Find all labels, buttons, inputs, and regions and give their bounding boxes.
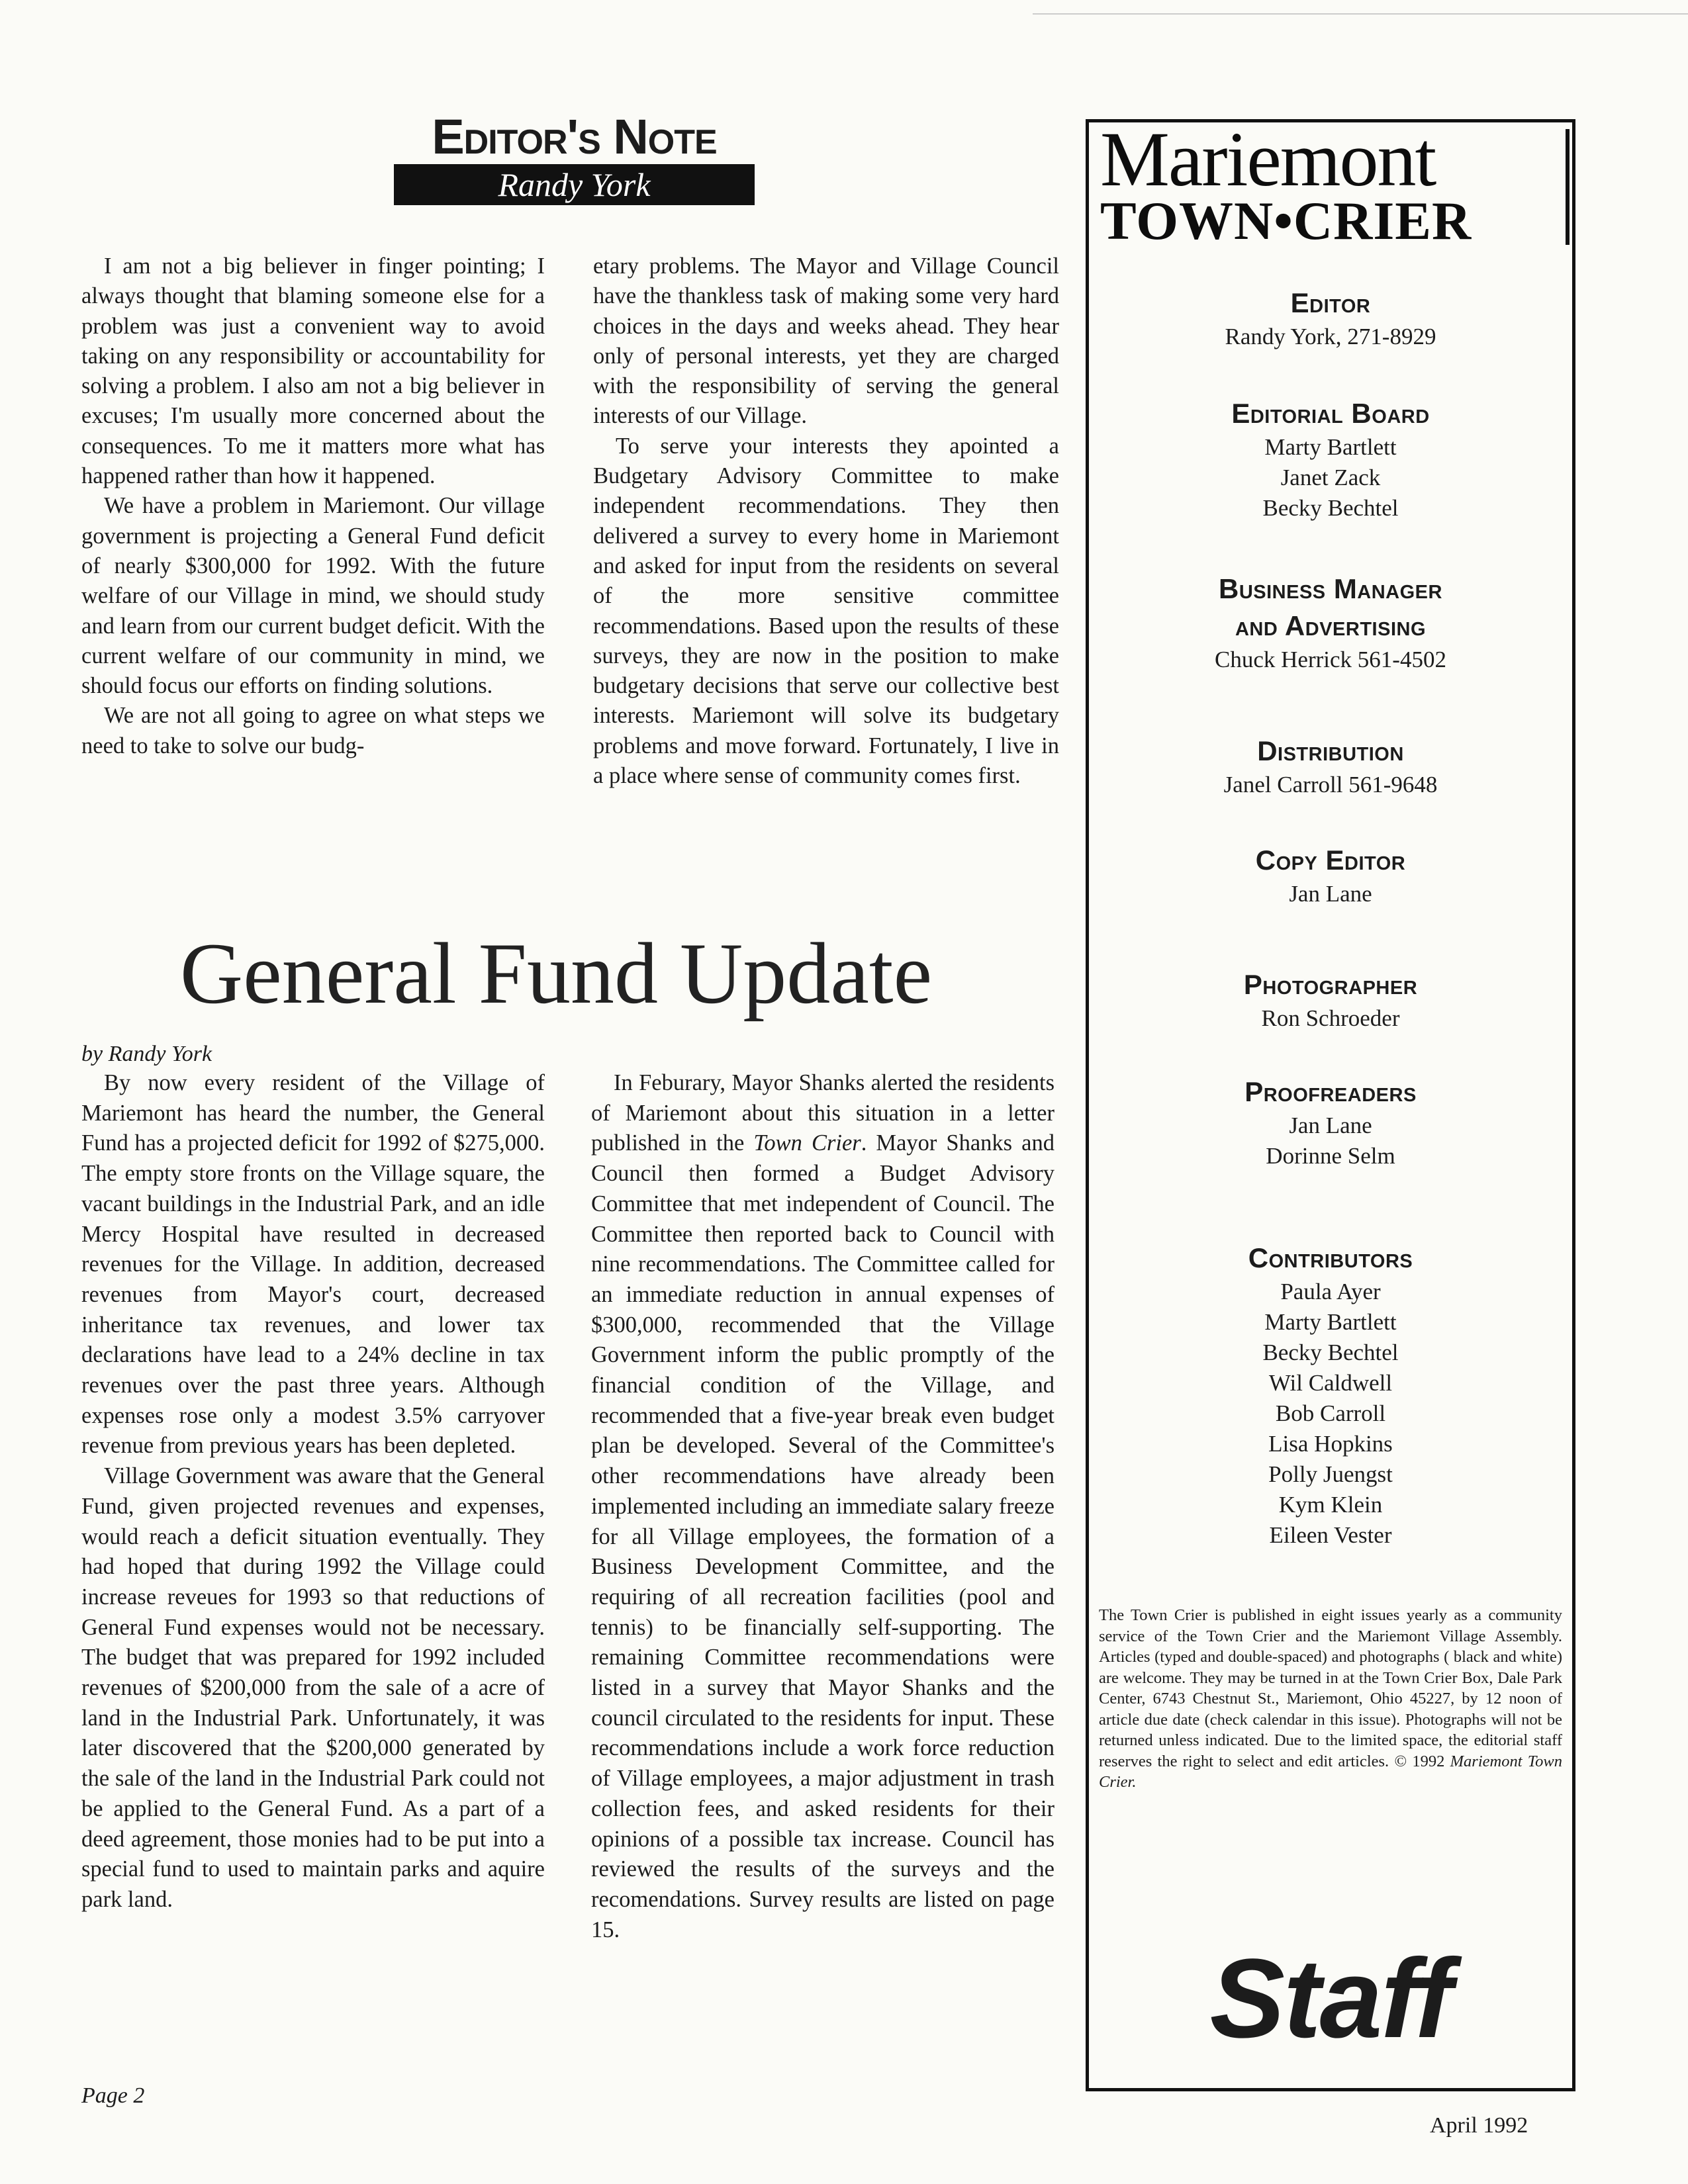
editors-note-column-left bbox=[81, 251, 545, 761]
staff-name: Becky Bechtel bbox=[1262, 495, 1399, 521]
editors-note-byline: Randy York bbox=[394, 164, 755, 205]
staff-copy-editor bbox=[1089, 842, 1572, 909]
staff-role: Editor bbox=[1290, 287, 1371, 318]
top-edge-rule bbox=[1033, 13, 1688, 15]
editors-note-continuation: etary problems. The Mayor and Village Council have the thankless task of making some very hard choices in the days and weeks ahead. They hear only of personal interests, yet they are charged with the responsibility of serving the general interests of our Village. bbox=[593, 253, 1059, 429]
staff-proofreaders bbox=[1089, 1073, 1572, 1171]
staff-name: Randy York, 271-8929 bbox=[1225, 324, 1436, 349]
publication-note-text: The Town Crier is published in eight issues yearly as a community service of the Town Crier and the Mariemont Village Assembly. Articles (typed and double-spaced) and photographs ( black and white) are welcome. They may be turned in at the Town Crier Box, Dale Park Center, 6743 Chestnut St., Mariemont, Ohio 45227, by 12 noon of article due date (check calendar in this issue). Photographs will not be returned unless indicated. Due to the limited space, the editorial staff reserves the right to select and edit articles. © 1992 bbox=[1099, 1606, 1562, 1770]
page-number: Page 2 bbox=[81, 2083, 145, 2108]
staff-distribution bbox=[1089, 733, 1572, 800]
article-paragraph: Village Government was aware that the General Fund, given projected revenues and expenses, would reach a deficit situation eventually. They had hoped that during 1992 the Village could increase reveues for 1993 so that reductions of General Fund expenses would not be necessary. The budget that was prepared for 1992 included revenues of $200,000 from the sale of a acre of land in the Industrial Park. Unfortunately, it was later discovered that the $200,000 generated by the sale of the land in the Industrial Park could not be applied to the General Fund. As a part of a deed agreement, those monies had to be put into a special fund to used to maintain parks and aquire park land. bbox=[81, 1463, 545, 1912]
staff-name: Wil Caldwell bbox=[1268, 1370, 1393, 1396]
staff-name: Kym Klein bbox=[1278, 1492, 1383, 1518]
article-column-left bbox=[81, 1068, 545, 1915]
masthead-subtitle: TOWN•CRIER bbox=[1100, 191, 1472, 251]
staff-name: Dorinne Selm bbox=[1266, 1143, 1395, 1169]
staff-name: Paula Ayer bbox=[1280, 1279, 1381, 1304]
staff-name: Becky Bechtel bbox=[1262, 1340, 1399, 1365]
publication-note-italic: Mariemont Town Crier. bbox=[1099, 1752, 1562, 1791]
staff-role: Copy Editor bbox=[1255, 844, 1406, 876]
staff-role: Editorial Board bbox=[1231, 398, 1430, 429]
staff-name: Bob Carroll bbox=[1275, 1400, 1386, 1426]
article-paragraph bbox=[591, 1068, 1055, 1945]
masthead-rule bbox=[1566, 129, 1570, 245]
staff-role: Distribution bbox=[1257, 735, 1404, 766]
staff-name: Jan Lane bbox=[1289, 881, 1372, 907]
staff-name: Chuck Herrick 561-4502 bbox=[1215, 647, 1446, 672]
masthead-title: Mariemont bbox=[1100, 116, 1436, 203]
editors-note-header bbox=[394, 109, 755, 205]
staff-name: Marty Bartlett bbox=[1264, 1309, 1397, 1335]
article-paragraph: By now every resident of the Village of Mariemont has heard the number, the General Fund has a projected deficit for 1992 of $275,000. The empty store fronts on the Village square, the vacant buildings in the Industrial Park, and an idle Mercy Hospital have resulted in decreased revenues for the Village. In addition, decreased revenues from Mayor's court, decreased inheritance tax revenues, and lower tax declarations have lead to a 24% decline in tax revenues over the past three years. Although expenses rose only a modest 3.5% carryover revenue from previous years has been depleted. bbox=[81, 1070, 545, 1459]
issue-date: April 1992 bbox=[1430, 2113, 1528, 2138]
staff-contributors bbox=[1089, 1240, 1572, 1551]
article-text-italic: Town Crier bbox=[753, 1130, 861, 1156]
staff-name: Eileen Vester bbox=[1269, 1522, 1392, 1548]
staff-editor bbox=[1089, 285, 1572, 352]
article-column-right bbox=[591, 1068, 1055, 1945]
staff-role: Business Manager bbox=[1219, 573, 1442, 604]
staff-role: Photographer bbox=[1243, 969, 1418, 1000]
editors-note-column-right bbox=[593, 251, 1059, 791]
editors-note-paragraph: We have a problem in Mariemont. Our village government is projecting a General Fund deficit of nearly $300,000 for 1992. With the future welfare of our Village in mind, we should study and learn from our current budget deficit. With the current welfare of our community in mind, we should focus our efforts on finding solutions. bbox=[81, 493, 545, 699]
publication-note bbox=[1099, 1605, 1562, 1793]
staff-name: Marty Bartlett bbox=[1264, 434, 1397, 460]
staff-role: Proofreaders bbox=[1244, 1076, 1417, 1107]
staff-role-line2: and Advertising bbox=[1235, 610, 1426, 641]
staff-role: Contributors bbox=[1248, 1242, 1413, 1273]
staff-name: Jan Lane bbox=[1289, 1113, 1372, 1138]
masthead bbox=[1087, 116, 1577, 251]
editors-note-paragraph: To serve your interests they apointed a Budgetary Advisory Committee to make independent recommendations. They then delivered a survey to every home in Mariemont and asked for input from the residents on several of the more sensitive committee recommendations. Based upon the results of these surveys, they are now in the position to make budgetary decisions that serve our collective best interests. Mariemont will solve its budgetary problems and move forward. Fortunately, I live in a place where sense of community comes first. bbox=[593, 433, 1059, 789]
article-title: General Fund Update bbox=[179, 925, 933, 1022]
staff-editorial-board bbox=[1089, 395, 1572, 523]
staff-name: Janet Zack bbox=[1280, 465, 1381, 490]
article-text: . Mayor Shanks and Council then formed a Budget Advisory Committee that met independent of Council. The Committee then reported back to Council with nine recommendations. The Committee called for an immediate reduction in annual expenses of $300,000, recommended that the Village Government inform the public promptly of the financial condition of the Village, and recommended that a five-year break even budget plan be developed. Several of the Committee's other recommendations have already been implemented including an immediate salary freeze for all Village employees, the formation of a Business Development Committee, and the requiring of all recreation facilities (pool and tennis) to be financially self-supporting. The remaining Committee recommendations were listed in a survey that Mayor Shanks and the council circulated to the residents for input. These recommendations include a work force reduction of Village employees, a major adjustment in trash collection fees, and asked residents for their opinions of a possible tax increase. Council has reviewed the results of the surveys and the recomendations. Survey results are listed on page 15. bbox=[591, 1130, 1055, 1942]
staff-name: Lisa Hopkins bbox=[1268, 1431, 1393, 1457]
staff-label: Staff bbox=[1209, 1936, 1452, 2062]
editors-note-paragraph: We are not all going to agree on what steps we need to take to solve our budg- bbox=[81, 703, 545, 758]
staff-photographer bbox=[1089, 966, 1572, 1034]
staff-name: Janel Carroll 561-9648 bbox=[1223, 772, 1438, 797]
editors-note-paragraph: I am not a big believer in finger pointing; I always thought that blaming someone else for a problem was just a convenient way to avoid taking on any responsibility or accountability for solving a problem. I also am not a big believer in excuses; I'm usually more concerned about the consequences. To me it matters more what has happened rather than how it happened. bbox=[81, 253, 545, 489]
editors-note-title: Editor's Note bbox=[432, 109, 717, 164]
staff-name: Polly Juengst bbox=[1268, 1461, 1393, 1487]
staff-business-manager bbox=[1089, 570, 1572, 675]
article-text: In Feburary, Mayor Shanks alerted the residents of Mariemont about this situation in a letter published in the bbox=[591, 1070, 1055, 1156]
article-byline: by Randy York bbox=[81, 1042, 212, 1066]
staff-name: Ron Schroeder bbox=[1261, 1005, 1400, 1031]
